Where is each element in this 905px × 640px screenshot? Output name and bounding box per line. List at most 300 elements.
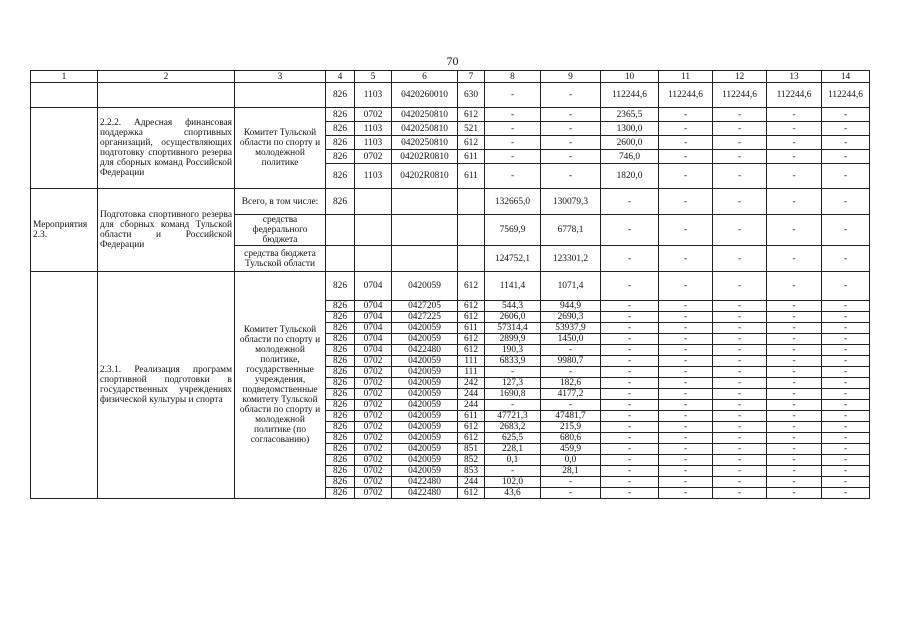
value-cell: 190,3 [485, 345, 541, 356]
value-cell: 826 [326, 323, 355, 334]
value-cell: - [601, 215, 659, 246]
value-cell: 57314,4 [485, 323, 541, 334]
value-cell: - [822, 150, 870, 164]
value-cell: - [822, 389, 870, 400]
value-cell: - [601, 301, 659, 312]
value-cell: - [713, 389, 767, 400]
value-cell: 123301,2 [541, 246, 601, 272]
value-cell: 0704 [355, 345, 392, 356]
value-cell: - [485, 466, 541, 477]
value-cell: - [822, 108, 870, 122]
value-cell: - [541, 136, 601, 150]
value-cell: - [822, 378, 870, 389]
value-cell [458, 215, 485, 246]
value-cell: - [541, 345, 601, 356]
table-row [31, 83, 870, 108]
value-cell: - [767, 356, 822, 367]
value-cell: 0702 [355, 400, 392, 411]
value-cell: 0702 [355, 466, 392, 477]
value-cell: - [822, 334, 870, 345]
value-cell: 826 [326, 150, 355, 164]
value-cell [355, 246, 392, 272]
section-cell [31, 108, 98, 189]
value-cell: 826 [326, 411, 355, 422]
value-cell: - [601, 356, 659, 367]
section-cell [98, 83, 235, 108]
section-cell [31, 272, 98, 499]
value-cell: 853 [458, 466, 485, 477]
value-cell: - [767, 246, 822, 272]
value-cell [392, 246, 458, 272]
value-cell: 0420250810 [392, 136, 458, 150]
value-cell: 746,0 [601, 150, 659, 164]
value-cell: 826 [326, 345, 355, 356]
value-cell: 6833,9 [485, 356, 541, 367]
value-cell: - [822, 323, 870, 334]
value-cell: - [767, 301, 822, 312]
value-cell: - [601, 444, 659, 455]
header-cell: 14 [822, 71, 870, 83]
value-cell: 1820,0 [601, 164, 659, 189]
value-cell: - [485, 367, 541, 378]
value-cell: - [767, 488, 822, 499]
value-cell: - [485, 108, 541, 122]
value-cell: 826 [326, 122, 355, 136]
value-cell: 0420260010 [392, 83, 458, 108]
value-cell: - [713, 444, 767, 455]
value-cell: - [541, 83, 601, 108]
value-cell [392, 189, 458, 215]
value-cell: - [767, 108, 822, 122]
value-cell: 851 [458, 444, 485, 455]
header-cell: 10 [601, 71, 659, 83]
header-cell: 4 [326, 71, 355, 83]
value-cell: 826 [326, 334, 355, 345]
header-cell: 3 [235, 71, 326, 83]
value-cell: 0420059 [392, 334, 458, 345]
value-cell: - [659, 466, 713, 477]
value-cell: 612 [458, 312, 485, 323]
header-cell: 2 [98, 71, 235, 83]
value-cell: - [601, 433, 659, 444]
value-cell: - [767, 323, 822, 334]
value-cell: - [713, 367, 767, 378]
value-cell: - [601, 189, 659, 215]
value-cell: - [601, 312, 659, 323]
header-cell: 6 [392, 71, 458, 83]
value-cell: - [822, 246, 870, 272]
header-cell: 8 [485, 71, 541, 83]
value-cell: 0422480 [392, 488, 458, 499]
executor-cell: Комитет Тульской области по спорту и молодежной политике [235, 108, 326, 189]
value-cell: - [601, 389, 659, 400]
value-cell: 244 [458, 389, 485, 400]
value-cell: 611 [458, 150, 485, 164]
value-cell: - [713, 466, 767, 477]
value-cell: 826 [326, 488, 355, 499]
value-cell: 6778,1 [541, 215, 601, 246]
value-cell: 0702 [355, 411, 392, 422]
value-cell: 0702 [355, 433, 392, 444]
value-cell: - [601, 488, 659, 499]
value-cell: - [485, 83, 541, 108]
value-cell: - [713, 246, 767, 272]
value-cell: - [822, 312, 870, 323]
value-cell: 0,1 [485, 455, 541, 466]
value-cell: - [541, 477, 601, 488]
value-cell: - [822, 345, 870, 356]
value-cell: 1103 [355, 122, 392, 136]
value-cell: - [822, 477, 870, 488]
header-cell: 9 [541, 71, 601, 83]
value-cell: - [659, 246, 713, 272]
value-cell: 826 [326, 356, 355, 367]
value-cell: 1103 [355, 83, 392, 108]
value-cell: - [822, 356, 870, 367]
value-cell: - [601, 411, 659, 422]
value-cell: 612 [458, 272, 485, 301]
value-cell: 0702 [355, 150, 392, 164]
value-cell: - [713, 433, 767, 444]
value-cell: 0704 [355, 272, 392, 301]
value-cell: 0,0 [541, 455, 601, 466]
section-title: 2.3.1. Реализация программ спортивной подготовки в государственных учреждениях физической культуры и спорта [98, 272, 235, 499]
table-row [31, 108, 870, 122]
value-cell: - [713, 422, 767, 433]
value-cell: 9980,7 [541, 356, 601, 367]
value-cell: 826 [326, 422, 355, 433]
value-cell: 0420059 [392, 378, 458, 389]
value-cell: 2600,0 [601, 136, 659, 150]
value-cell [458, 246, 485, 272]
value-cell: - [659, 455, 713, 466]
value-cell: 112244,6 [659, 83, 713, 108]
funding-label: Всего, в том числе: [235, 189, 326, 215]
value-cell: - [659, 323, 713, 334]
value-cell: - [485, 150, 541, 164]
value-cell: 0420059 [392, 444, 458, 455]
value-cell: 0420059 [392, 356, 458, 367]
value-cell: - [767, 477, 822, 488]
value-cell: 102,0 [485, 477, 541, 488]
value-cell: 612 [458, 301, 485, 312]
value-cell: 459,9 [541, 444, 601, 455]
value-cell: 0420250810 [392, 122, 458, 136]
value-cell: - [713, 122, 767, 136]
value-cell: - [541, 488, 601, 499]
value-cell: 826 [326, 164, 355, 189]
value-cell: 544,3 [485, 301, 541, 312]
value-cell: 944,9 [541, 301, 601, 312]
value-cell: - [601, 345, 659, 356]
value-cell: - [713, 108, 767, 122]
value-cell: - [713, 301, 767, 312]
value-cell: - [601, 455, 659, 466]
value-cell: - [659, 312, 713, 323]
value-cell: - [601, 477, 659, 488]
value-cell: - [485, 164, 541, 189]
header-cell: 11 [659, 71, 713, 83]
value-cell: - [767, 345, 822, 356]
value-cell: - [713, 345, 767, 356]
section-cell [235, 83, 326, 108]
value-cell: - [601, 422, 659, 433]
value-cell: - [767, 136, 822, 150]
value-cell: 124752,1 [485, 246, 541, 272]
value-cell: - [822, 189, 870, 215]
value-cell: 47481,7 [541, 411, 601, 422]
value-cell: - [767, 164, 822, 189]
value-cell: 625,5 [485, 433, 541, 444]
value-cell: 0702 [355, 389, 392, 400]
value-cell: 112244,6 [601, 83, 659, 108]
value-cell: 47721,3 [485, 411, 541, 422]
value-cell: 826 [326, 189, 355, 215]
value-cell: 826 [326, 136, 355, 150]
value-cell: - [713, 334, 767, 345]
value-cell: - [713, 136, 767, 150]
value-cell: - [659, 334, 713, 345]
value-cell: 612 [458, 345, 485, 356]
value-cell: - [767, 422, 822, 433]
value-cell: - [713, 477, 767, 488]
value-cell: 2365,5 [601, 108, 659, 122]
value-cell: 0704 [355, 323, 392, 334]
value-cell: 2683,2 [485, 422, 541, 433]
value-cell: - [822, 164, 870, 189]
value-cell: - [601, 378, 659, 389]
value-cell: - [541, 367, 601, 378]
header-cell: 1 [31, 71, 98, 83]
value-cell: - [713, 356, 767, 367]
value-cell: 0702 [355, 356, 392, 367]
value-cell: - [767, 455, 822, 466]
value-cell: 04202R0810 [392, 164, 458, 189]
value-cell: 630 [458, 83, 485, 108]
value-cell: 2690,3 [541, 312, 601, 323]
value-cell: - [659, 367, 713, 378]
table-row [31, 272, 870, 301]
value-cell: 0702 [355, 108, 392, 122]
value-cell: 2606,0 [485, 312, 541, 323]
value-cell: 0420059 [392, 411, 458, 422]
section-title: 2.2.2. Адресная финансовая поддержка спортивных организаций, осуществляющих подготовку спортивного резерва для сборных команд Российской Федерации [98, 108, 235, 189]
value-cell: - [485, 122, 541, 136]
value-cell: - [485, 136, 541, 150]
value-cell: - [659, 301, 713, 312]
value-cell: - [659, 411, 713, 422]
value-cell: 826 [326, 455, 355, 466]
value-cell: 112244,6 [767, 83, 822, 108]
value-cell: - [659, 164, 713, 189]
value-cell: - [659, 189, 713, 215]
value-cell: - [601, 367, 659, 378]
header-cell: 12 [713, 71, 767, 83]
value-cell: 28,1 [541, 466, 601, 477]
funding-label: средства бюджета Тульской области [235, 246, 326, 272]
value-cell: 612 [458, 488, 485, 499]
value-cell: - [713, 455, 767, 466]
value-cell: - [659, 215, 713, 246]
value-cell: 53937,9 [541, 323, 601, 334]
value-cell: 111 [458, 367, 485, 378]
value-cell: 826 [326, 378, 355, 389]
value-cell: - [822, 422, 870, 433]
value-cell: - [822, 455, 870, 466]
value-cell: 826 [326, 301, 355, 312]
value-cell: 611 [458, 411, 485, 422]
value-cell: 826 [326, 108, 355, 122]
value-cell: - [659, 444, 713, 455]
value-cell: - [767, 400, 822, 411]
section-cell [31, 83, 98, 108]
value-cell: - [659, 378, 713, 389]
value-cell: 612 [458, 422, 485, 433]
value-cell: - [767, 150, 822, 164]
value-cell: - [767, 312, 822, 323]
value-cell: 0704 [355, 301, 392, 312]
value-cell: - [713, 411, 767, 422]
header-cell: 13 [767, 71, 822, 83]
value-cell: 0704 [355, 334, 392, 345]
value-cell: - [659, 356, 713, 367]
value-cell: 242 [458, 378, 485, 389]
value-cell: 612 [458, 136, 485, 150]
value-cell: - [713, 189, 767, 215]
value-cell: - [541, 122, 601, 136]
value-cell: 112244,6 [822, 83, 870, 108]
value-cell: - [659, 150, 713, 164]
value-cell: 132665,0 [485, 189, 541, 215]
value-cell: 130079,3 [541, 189, 601, 215]
value-cell: 0422480 [392, 345, 458, 356]
value-cell: - [659, 272, 713, 301]
page-number: 70 [446, 54, 459, 68]
value-cell: 0420059 [392, 422, 458, 433]
value-cell: - [822, 466, 870, 477]
value-cell: - [541, 150, 601, 164]
value-cell: - [822, 301, 870, 312]
value-cell: - [713, 323, 767, 334]
value-cell: 0702 [355, 488, 392, 499]
value-cell [326, 246, 355, 272]
value-cell: - [601, 400, 659, 411]
value-cell: 0422480 [392, 477, 458, 488]
value-cell: 826 [326, 466, 355, 477]
value-cell: - [767, 334, 822, 345]
value-cell: - [659, 345, 713, 356]
value-cell: 215,9 [541, 422, 601, 433]
value-cell: - [713, 150, 767, 164]
funding-label: средства федерального бюджета [235, 215, 326, 246]
value-cell: 0420059 [392, 323, 458, 334]
value-cell [355, 215, 392, 246]
value-cell: - [541, 108, 601, 122]
value-cell: 826 [326, 83, 355, 108]
value-cell: - [485, 400, 541, 411]
value-cell: - [601, 466, 659, 477]
value-cell: - [659, 477, 713, 488]
value-cell: - [713, 312, 767, 323]
value-cell: 826 [326, 433, 355, 444]
value-cell: 228,1 [485, 444, 541, 455]
value-cell: - [713, 272, 767, 301]
value-cell: - [822, 444, 870, 455]
value-cell: 112244,6 [713, 83, 767, 108]
value-cell: - [822, 400, 870, 411]
value-cell: 521 [458, 122, 485, 136]
value-cell: - [659, 136, 713, 150]
value-cell: - [659, 389, 713, 400]
value-cell: - [713, 400, 767, 411]
value-cell: 0702 [355, 444, 392, 455]
value-cell: 1071,4 [541, 272, 601, 301]
value-cell: 0427225 [392, 312, 458, 323]
table-row [31, 189, 870, 215]
value-cell: 612 [458, 433, 485, 444]
value-cell: - [767, 433, 822, 444]
value-cell: 611 [458, 164, 485, 189]
value-cell: 826 [326, 477, 355, 488]
value-cell: 1103 [355, 136, 392, 150]
value-cell: - [659, 122, 713, 136]
value-cell: - [767, 444, 822, 455]
value-cell: 1141,4 [485, 272, 541, 301]
value-cell: 826 [326, 444, 355, 455]
value-cell: 0420059 [392, 433, 458, 444]
value-cell: - [822, 411, 870, 422]
header-cell: 5 [355, 71, 392, 83]
value-cell: 0702 [355, 422, 392, 433]
value-cell: - [541, 400, 601, 411]
value-cell: - [659, 433, 713, 444]
value-cell: - [659, 488, 713, 499]
value-cell: - [601, 323, 659, 334]
value-cell: 826 [326, 389, 355, 400]
value-cell: 244 [458, 477, 485, 488]
value-cell: - [767, 367, 822, 378]
value-cell: 1690,8 [485, 389, 541, 400]
header-cell: 7 [458, 71, 485, 83]
budget-table [30, 70, 870, 499]
value-cell: 0420059 [392, 389, 458, 400]
header-row [31, 71, 870, 83]
value-cell: - [659, 108, 713, 122]
value-cell: 611 [458, 323, 485, 334]
value-cell: - [659, 400, 713, 411]
value-cell: 852 [458, 455, 485, 466]
value-cell: - [601, 272, 659, 301]
measure-label: Мероприятия 2.3. [31, 189, 98, 272]
value-cell: - [767, 272, 822, 301]
value-cell: 1450,0 [541, 334, 601, 345]
value-cell: 182,6 [541, 378, 601, 389]
value-cell: 0702 [355, 378, 392, 389]
value-cell: - [541, 164, 601, 189]
value-cell: - [822, 136, 870, 150]
value-cell: - [601, 334, 659, 345]
value-cell: 826 [326, 400, 355, 411]
value-cell: 43,6 [485, 488, 541, 499]
value-cell: - [713, 164, 767, 189]
value-cell: - [713, 215, 767, 246]
value-cell: - [713, 378, 767, 389]
value-cell: - [767, 122, 822, 136]
value-cell: 826 [326, 272, 355, 301]
value-cell: 4177,2 [541, 389, 601, 400]
value-cell: 1300,0 [601, 122, 659, 136]
value-cell: - [767, 215, 822, 246]
